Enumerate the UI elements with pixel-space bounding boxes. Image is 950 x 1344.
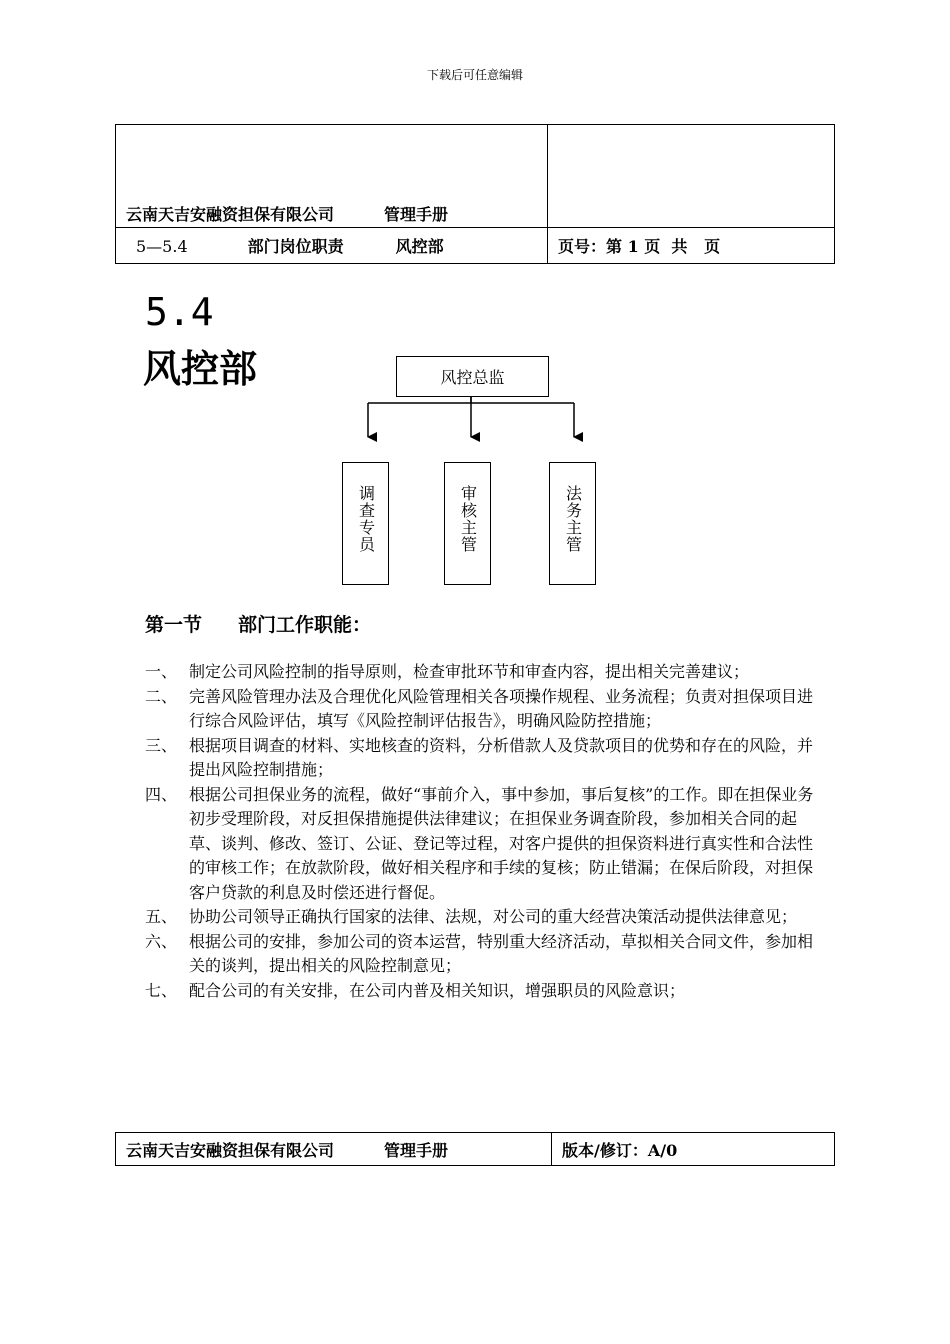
header-department: 风控部 xyxy=(395,237,444,256)
list-item-number: 三、 xyxy=(145,735,178,755)
list-item-number: 二、 xyxy=(145,686,178,706)
org-box-label: 审核主管 xyxy=(458,485,478,553)
chapter-heading xyxy=(145,610,371,637)
chapter-label: 第一节 xyxy=(145,614,203,636)
header-manual: 管理手册 xyxy=(384,205,449,224)
header-category: 部门岗位职责 xyxy=(247,237,344,256)
list-item-text: 根据公司的安排，参加公司的资本运营，特别重大经济活动，草拟相关合同文件，参加相关的谈判，提出相关的风险控制意见； xyxy=(189,931,814,975)
list-item xyxy=(145,930,825,979)
top-note: 下载后可任意编辑 xyxy=(426,68,523,82)
header-company: 云南天吉安融资担保有限公司 xyxy=(126,205,335,224)
org-head-box xyxy=(396,356,549,397)
section-title: 风控部 xyxy=(143,347,258,391)
org-box-legal-supervisor xyxy=(549,462,596,585)
section-number: 5.4 xyxy=(145,290,214,334)
footer-company-cell xyxy=(116,1133,552,1166)
list-item-number: 一、 xyxy=(145,662,178,681)
list-item xyxy=(145,660,825,685)
org-box-review-supervisor xyxy=(444,462,491,585)
chapter-title: 部门工作职能： xyxy=(238,614,372,636)
org-box-label: 法务主管 xyxy=(563,485,583,553)
list-item-number: 五、 xyxy=(145,907,178,926)
list-item-number: 七、 xyxy=(145,980,178,1000)
list-item-text: 根据公司担保业务的流程，做好“事前介入，事中参加，事后复核”的工作。即在担保业务初步受理阶段，对反担保措施提供法律建议；在担保业务调查阶段，参加相关合同的起草、谈判、修改、签订、公证、登记等过程，对客户提供的担保资料进行真实性和合法性的审核工作；在放款阶段，做好相关程序和手续的复核；防止错漏；在保后阶段，对担保客户贷款的利息及时偿还进行督促。 xyxy=(189,784,814,902)
footer-manual: 管理手册 xyxy=(384,1140,449,1160)
list-item xyxy=(145,734,825,783)
footer-version: 版本/修订：A/0 xyxy=(552,1133,835,1166)
list-item-text: 完善风险管理办法及合理优化风险管理相关各项操作规程、业务流程；负责对担保项目进行综合风险评估，填写《风险控制评估报告》，明确风险防控措施； xyxy=(189,686,814,730)
org-box-label: 调查专员 xyxy=(356,485,376,553)
org-box-investigator xyxy=(342,462,389,585)
footer-table xyxy=(115,1132,835,1166)
list-item xyxy=(145,783,825,906)
list-item-number: 四、 xyxy=(145,784,178,804)
footer-company: 云南天吉安融资担保有限公司 xyxy=(126,1140,335,1160)
header-section-code: 5—5.4 xyxy=(136,237,188,256)
list-item-text: 协助公司领导正确执行国家的法律、法规，对公司的重大经营决策活动提供法律意见； xyxy=(189,907,798,926)
list-item-number: 六、 xyxy=(145,931,178,951)
list-item xyxy=(145,685,825,734)
org-head-label: 风控总监 xyxy=(440,368,505,387)
header-page-info: 页号：第 1 页 共 页 xyxy=(548,228,835,264)
list-item xyxy=(145,979,825,1004)
duty-list xyxy=(145,660,825,1003)
list-item xyxy=(145,905,825,930)
list-item-text: 根据项目调查的材料、实地核查的资料，分析借款人及贷款项目的优势和存在的风险，并提出风险控制措施； xyxy=(189,735,814,779)
list-item-text: 制定公司风险控制的指导原则，检查审批环节和审查内容，提出相关完善建议； xyxy=(189,662,750,681)
list-item-text: 配合公司的有关安排，在公司内普及相关知识，增强职员的风险意识； xyxy=(189,980,686,1000)
